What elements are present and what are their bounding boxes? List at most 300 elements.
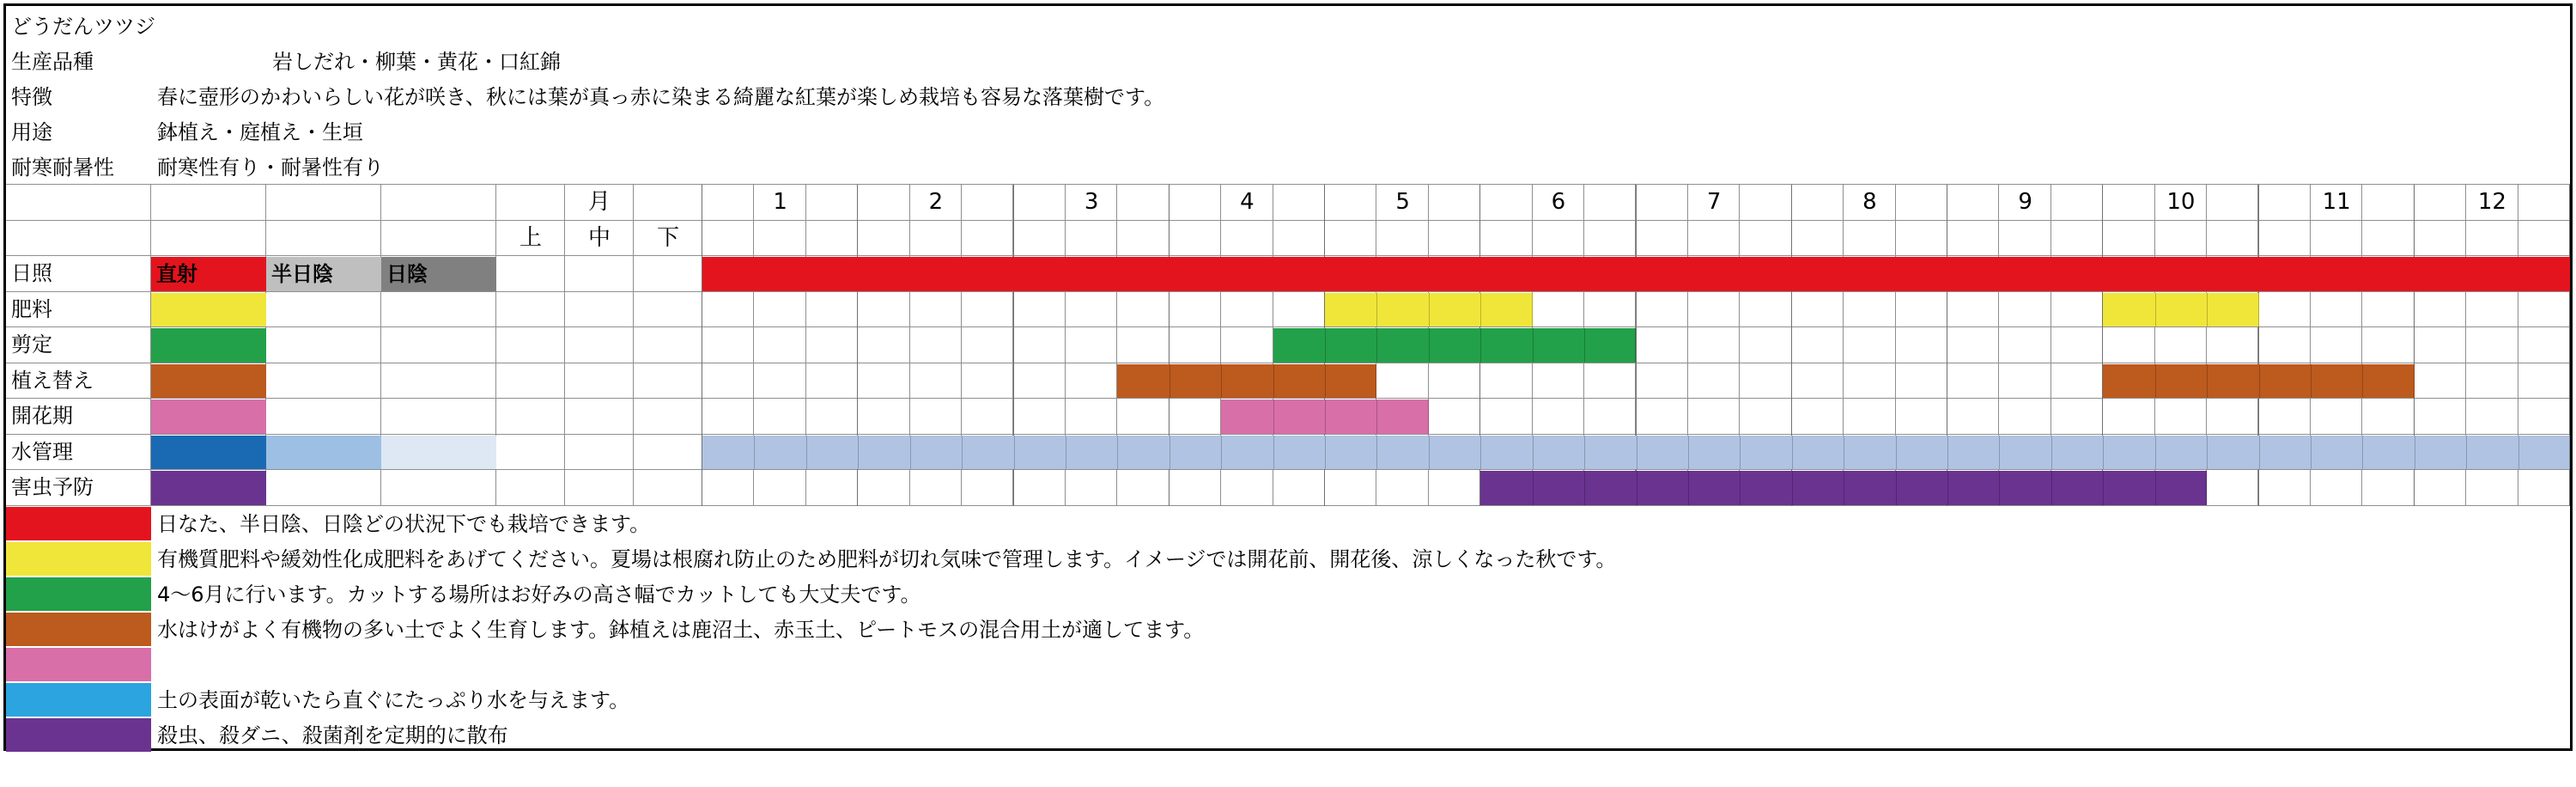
- grid-cell: [634, 292, 702, 328]
- grid-cell: [858, 470, 909, 506]
- grid-cell: [806, 221, 858, 257]
- grid-cell: [634, 435, 702, 471]
- swatch-fertilizer: [151, 293, 266, 327]
- grid-cell: [1273, 470, 1325, 506]
- bar-cell-line: [2155, 436, 2156, 470]
- grid-cell: [1637, 399, 1688, 435]
- bar-cell-line: [1480, 436, 1481, 470]
- grid-cell: [2518, 221, 2570, 257]
- grid-cell: [266, 185, 381, 221]
- grid-cell: [1014, 470, 1066, 506]
- info-label-usage: 用途: [11, 120, 52, 144]
- grid-cell: [496, 435, 565, 471]
- grid-cell: [1637, 327, 1688, 363]
- grid-cell: [2362, 292, 2414, 328]
- info-label-variety: 生産品種: [11, 50, 94, 74]
- grid-cell: [754, 399, 805, 435]
- bar-cell-line: [2362, 436, 2363, 470]
- grid-cell: [2155, 399, 2207, 435]
- grid-cell: [1273, 292, 1325, 328]
- grid-cell: [962, 327, 1013, 363]
- grid-cell: [1533, 292, 1584, 328]
- bar-cell-line: [1429, 436, 1430, 470]
- bar-cell-line: [1480, 328, 1481, 363]
- row-label-water: 水管理: [11, 439, 73, 464]
- grid-cell: [1170, 327, 1221, 363]
- grid-cell: [1637, 292, 1688, 328]
- plant-title: どうだんツツジ: [11, 15, 155, 39]
- grid-cell: [6, 221, 151, 257]
- legend-text: 土の表面が乾いたら直ぐにたっぷり水を与えます。: [157, 688, 630, 712]
- grid-cell: [1584, 292, 1636, 328]
- grid-cell: [1896, 221, 1947, 257]
- info-value-hardiness: 耐寒性有り・耐暑性有り: [157, 156, 384, 180]
- grid-cell: [2415, 327, 2466, 363]
- bar-cell-line: [2051, 436, 2052, 470]
- bar-cell-line: [1792, 436, 1793, 470]
- bar-cell-line: [1325, 436, 1326, 470]
- bar-cell-line: [1429, 328, 1430, 363]
- bar-cell-line: [1688, 471, 1689, 505]
- grid-cell: [266, 292, 381, 328]
- grid-cell: [381, 185, 496, 221]
- grid-cell: [381, 221, 496, 257]
- grid-cell: [1740, 363, 1791, 400]
- grid-cell: [1221, 470, 1273, 506]
- third-header: 中: [587, 224, 611, 251]
- bar-cell-line: [1376, 400, 1377, 434]
- grid-cell: [1947, 363, 1999, 400]
- bar-cell-line: [1533, 436, 1534, 470]
- bar-cell-line: [858, 436, 859, 470]
- grid-cell: [2466, 292, 2518, 328]
- grid-cell: [381, 470, 496, 506]
- grid-cell: [1947, 292, 1999, 328]
- grid-cell: [2207, 221, 2258, 257]
- grid-cell: [1014, 221, 1066, 257]
- grid-cell: [496, 363, 565, 400]
- grid-cell: [1117, 327, 1169, 363]
- sun-option-1: 半日陰: [266, 257, 381, 291]
- grid-cell: [1376, 470, 1428, 506]
- legend-swatch: [6, 648, 151, 681]
- bar-cell-line: [2155, 364, 2156, 399]
- bar-cell-line: [2518, 436, 2519, 470]
- bar-cell-line: [2103, 471, 2104, 505]
- grid-cell: [1117, 470, 1169, 506]
- grid-cell: [1480, 221, 1532, 257]
- grid-cell: [1999, 292, 2050, 328]
- grid-cell: [806, 399, 858, 435]
- month-header-11: 11: [2322, 189, 2351, 215]
- grid-cell: [910, 470, 962, 506]
- grid-cell: [1688, 363, 1740, 400]
- legend-text: 4～6月に行います。カットする場所はお好みの高さ幅でカットしても大丈夫です。: [157, 583, 921, 607]
- grid-cell: [1221, 327, 1273, 363]
- grid-cell: [2155, 221, 2207, 257]
- grid-cell: [634, 399, 702, 435]
- bar-cell-line: [910, 436, 911, 470]
- grid-cell: [1170, 221, 1221, 257]
- grid-cell: [2311, 327, 2362, 363]
- bar-cell-line: [1221, 364, 1222, 399]
- grid-cell: [1947, 399, 1999, 435]
- grid-cell: [1584, 221, 1636, 257]
- grid-cell: [565, 399, 634, 435]
- bar-cell-line: [1584, 328, 1585, 363]
- grid-cell: [1792, 327, 1844, 363]
- care-calendar-sheet: [3, 3, 2573, 751]
- grid-cell: [266, 221, 381, 257]
- grid-cell: [2362, 221, 2414, 257]
- grid-cell: [1584, 399, 1636, 435]
- grid-cell: [962, 470, 1013, 506]
- grid-cell: [1792, 221, 1844, 257]
- grid-cell: [1740, 399, 1791, 435]
- grid-cell: [858, 399, 909, 435]
- bar-cell-line: [2207, 293, 2208, 327]
- info-label-features: 特徴: [11, 85, 52, 109]
- swatch-water-0: [151, 436, 266, 470]
- grid-cell: [1170, 399, 1221, 435]
- grid-cell: [1066, 470, 1117, 506]
- month-header-1: 1: [773, 189, 787, 215]
- row-label-flowering: 開花期: [11, 404, 73, 428]
- grid-cell: [2415, 399, 2466, 435]
- legend-swatch: [6, 507, 151, 540]
- bar-cell-line: [1792, 471, 1793, 505]
- grid-cell: [1014, 399, 1066, 435]
- row-label-pruning: 剪定: [11, 332, 52, 357]
- grid-cell: [754, 221, 805, 257]
- grid-cell: [2103, 399, 2154, 435]
- row-label-repotting: 植え替え: [11, 368, 94, 393]
- grid-cell: [1844, 292, 1895, 328]
- grid-cell: [1637, 221, 1688, 257]
- grid-cell: [1066, 292, 1117, 328]
- month-header-4: 4: [1240, 189, 1255, 215]
- grid-cell: [565, 363, 634, 400]
- grid-cell: [1688, 327, 1740, 363]
- grid-cell: [565, 470, 634, 506]
- grid-cell: [266, 327, 381, 363]
- grid-cell: [2415, 363, 2466, 400]
- bar-cell-line: [2051, 471, 2052, 505]
- row-label-pest: 害虫予防: [11, 475, 94, 499]
- bar-cell-line: [1740, 471, 1741, 505]
- legend-swatch: [6, 718, 151, 752]
- month-header-12: 12: [2477, 189, 2506, 215]
- legend-swatch: [6, 577, 151, 611]
- grid-cell: [754, 470, 805, 506]
- grid-cell: [1221, 292, 1273, 328]
- grid-cell: [1429, 470, 1480, 506]
- grid-cell: [2051, 221, 2103, 257]
- bar-cell-line: [2259, 364, 2260, 399]
- grid-cell: [1325, 221, 1376, 257]
- grid-cell: [1066, 363, 1117, 400]
- grid-cell: [496, 327, 565, 363]
- swatch-pest: [151, 471, 266, 505]
- grid-cell: [634, 363, 702, 400]
- info-value-usage: 鉢植え・庭植え・生垣: [157, 120, 363, 144]
- grid-cell: [1896, 399, 1947, 435]
- grid-cell: [2259, 327, 2311, 363]
- bar-cell-line: [1325, 328, 1326, 363]
- grid-cell: [2207, 470, 2258, 506]
- grid-cell: [702, 399, 754, 435]
- bar-cell-line: [1273, 364, 1274, 399]
- grid-cell: [496, 256, 565, 292]
- grid-cell: [806, 363, 858, 400]
- grid-cell: [1066, 327, 1117, 363]
- grid-cell: [1688, 399, 1740, 435]
- swatch-water-2: [381, 436, 496, 470]
- grid-cell: [151, 185, 266, 221]
- bar-cell-line: [1325, 364, 1326, 399]
- grid-cell: [1740, 327, 1791, 363]
- grid-cell: [1844, 363, 1895, 400]
- bar-cell-line: [962, 436, 963, 470]
- grid-cell: [1014, 327, 1066, 363]
- grid-cell: [1947, 221, 1999, 257]
- legend: [6, 507, 2570, 747]
- calendar-grid: [6, 184, 2570, 507]
- grid-cell: [1844, 327, 1895, 363]
- swatch-repotting: [151, 364, 266, 399]
- grid-cell: [1376, 363, 1428, 400]
- legend-swatch: [6, 613, 151, 646]
- grid-cell: [1429, 221, 1480, 257]
- grid-cell: [1066, 399, 1117, 435]
- grid-cell: [1429, 363, 1480, 400]
- grid-cell: [1896, 292, 1947, 328]
- grid-cell: [2311, 292, 2362, 328]
- bar-cell-line: [1325, 400, 1326, 434]
- grid-cell: [565, 292, 634, 328]
- grid-cell: [2466, 399, 2518, 435]
- bar-cell-line: [1376, 328, 1377, 363]
- grid-cell: [962, 399, 1013, 435]
- bar-cell-line: [1947, 436, 1948, 470]
- third-header: 下: [656, 224, 679, 251]
- grid-cell: [1999, 221, 2050, 257]
- grid-cell: [806, 470, 858, 506]
- swatch-water-1: [266, 436, 381, 470]
- grid-cell: [806, 292, 858, 328]
- month-header-3: 3: [1084, 189, 1099, 215]
- grid-cell: [2466, 327, 2518, 363]
- grid-cell: [962, 363, 1013, 400]
- bar-fertilizer-1: [2103, 293, 2258, 327]
- grid-cell: [1066, 221, 1117, 257]
- grid-cell: [910, 221, 962, 257]
- grid-cell: [2518, 399, 2570, 435]
- grid-cell: [2155, 327, 2207, 363]
- grid-cell: [858, 221, 909, 257]
- grid-cell: [1637, 363, 1688, 400]
- bar-cell-line: [1117, 436, 1118, 470]
- bar-cell-line: [2103, 436, 2104, 470]
- swatch-flowering: [151, 400, 266, 434]
- grid-cell: [858, 292, 909, 328]
- grid-cell: [266, 399, 381, 435]
- grid-cell: [2259, 399, 2311, 435]
- swatch-pruning: [151, 328, 266, 363]
- grid-cell: [151, 221, 266, 257]
- grid-cell: [754, 292, 805, 328]
- grid-cell: [634, 327, 702, 363]
- sun-option-0: 直射: [151, 257, 266, 291]
- grid-cell: [910, 292, 962, 328]
- bar-cell-line: [2259, 436, 2260, 470]
- grid-cell: [1533, 363, 1584, 400]
- bar-cell-line: [754, 436, 755, 470]
- grid-cell: [1792, 363, 1844, 400]
- grid-cell: [496, 470, 565, 506]
- grid-cell: [2051, 327, 2103, 363]
- grid-cell: [2518, 363, 2570, 400]
- bar-cell-line: [1273, 436, 1274, 470]
- legend-text: 殺虫、殺ダニ、殺菌剤を定期的に散布: [157, 723, 508, 747]
- info-label-hardiness: 耐寒耐暑性: [11, 156, 114, 180]
- month-header-8: 8: [1862, 189, 1877, 215]
- bar-cell-line: [1376, 436, 1377, 470]
- bar-cell-line: [1533, 328, 1534, 363]
- bar-cell-line: [2207, 436, 2208, 470]
- grid-cell: [2415, 221, 2466, 257]
- bar-cell-line: [1221, 436, 1222, 470]
- bar-cell-line: [2311, 364, 2312, 399]
- grid-cell: [1740, 292, 1791, 328]
- grid-cell: [1896, 327, 1947, 363]
- grid-cell: [634, 470, 702, 506]
- grid-cell: [910, 399, 962, 435]
- bar-cell-line: [1533, 471, 1534, 505]
- grid-cell: [1999, 327, 2050, 363]
- legend-text: 水はけがよく有機物の多い土でよく生育します。鉢植えは鹿沼土、赤玉土、ピートモスの混合用土が適してます。: [157, 618, 1205, 642]
- grid-cell: [2362, 470, 2414, 506]
- bar-cell-line: [1584, 471, 1585, 505]
- grid-cell: [2311, 399, 2362, 435]
- grid-cell: [2259, 221, 2311, 257]
- grid-cell: [1014, 292, 1066, 328]
- grid-cell: [634, 256, 702, 292]
- bar-cell-line: [1896, 471, 1897, 505]
- grid-cell: [858, 327, 909, 363]
- bar-cell-line: [1999, 436, 2000, 470]
- sun-option-2: 日陰: [381, 257, 496, 291]
- bar-cell-line: [1273, 400, 1274, 434]
- grid-cell: [266, 363, 381, 400]
- grid-cell: [702, 363, 754, 400]
- grid-cell: [2311, 221, 2362, 257]
- month-header-label: 月: [587, 189, 611, 215]
- grid-cell: [1896, 363, 1947, 400]
- grid-cell: [910, 363, 962, 400]
- grid-cell: [1844, 221, 1895, 257]
- grid-cell: [381, 327, 496, 363]
- grid-cell: [1740, 221, 1791, 257]
- grid-cell: [1429, 399, 1480, 435]
- grid-cell: [2207, 327, 2258, 363]
- grid-cell: [1584, 363, 1636, 400]
- grid-cell: [2259, 470, 2311, 506]
- month-header-7: 7: [1706, 189, 1722, 215]
- grid-cell: [2518, 470, 2570, 506]
- row-label-fertilizer: 肥料: [11, 296, 52, 321]
- grid-cell: [702, 292, 754, 328]
- legend-text: 日なた、半日陰、日陰どの状況下でも栽培できます。: [157, 512, 651, 536]
- bar-cell-line: [1014, 436, 1015, 470]
- grid-cell: [1480, 399, 1532, 435]
- grid-cell: [2518, 327, 2570, 363]
- grid-cell: [1376, 221, 1428, 257]
- grid-cell: [1170, 292, 1221, 328]
- grid-cell: [2362, 399, 2414, 435]
- grid-cell: [381, 292, 496, 328]
- grid-cell: [702, 470, 754, 506]
- grid-cell: [2259, 292, 2311, 328]
- grid-cell: [2051, 292, 2103, 328]
- grid-cell: [2415, 292, 2466, 328]
- grid-cell: [2051, 363, 2103, 400]
- grid-cell: [1533, 399, 1584, 435]
- grid-cell: [962, 221, 1013, 257]
- grid-cell: [266, 470, 381, 506]
- grid-cell: [1117, 292, 1169, 328]
- grid-cell: [381, 399, 496, 435]
- grid-cell: [2466, 470, 2518, 506]
- row-label-sun: 日照: [11, 261, 52, 285]
- grid-cell: [1999, 363, 2050, 400]
- grid-cell: [496, 292, 565, 328]
- bar-cell-line: [1480, 293, 1481, 327]
- bar-cell-line: [2362, 364, 2363, 399]
- grid-cell: [2103, 221, 2154, 257]
- bar-cell-line: [1740, 436, 1741, 470]
- grid-cell: [1221, 221, 1273, 257]
- legend-swatch: [6, 683, 151, 717]
- grid-cell: [1480, 363, 1532, 400]
- grid-cell: [2207, 399, 2258, 435]
- grid-cell: [1947, 327, 1999, 363]
- grid-cell: [2103, 327, 2154, 363]
- grid-cell: [496, 399, 565, 435]
- bar-cell-line: [2311, 436, 2312, 470]
- month-header-5: 5: [1395, 189, 1410, 215]
- grid-cell: [1533, 221, 1584, 257]
- grid-cell: [702, 221, 754, 257]
- month-header-6: 6: [1551, 189, 1566, 215]
- grid-cell: [754, 363, 805, 400]
- grid-cell: [381, 363, 496, 400]
- grid-cell: [702, 327, 754, 363]
- grid-cell: [806, 327, 858, 363]
- info-value-variety: 岩しだれ・柳葉・黄花・口紅錦: [272, 50, 561, 74]
- bar-sun: [702, 257, 2570, 291]
- grid-cell: [1844, 399, 1895, 435]
- grid-cell: [1792, 399, 1844, 435]
- legend-text: 有機質肥料や緩効性化成肥料をあげてください。夏場は根腐れ防止のため肥料が切れ気味で管理します。イメージでは開花前、開花後、涼しくなった秋です。: [157, 547, 1617, 571]
- grid-cell: [1014, 363, 1066, 400]
- grid-cell: [858, 363, 909, 400]
- grid-cell: [2466, 221, 2518, 257]
- month-header-2: 2: [928, 189, 944, 215]
- grid-cell: [1688, 221, 1740, 257]
- grid-cell: [910, 327, 962, 363]
- grid-cell: [1999, 399, 2050, 435]
